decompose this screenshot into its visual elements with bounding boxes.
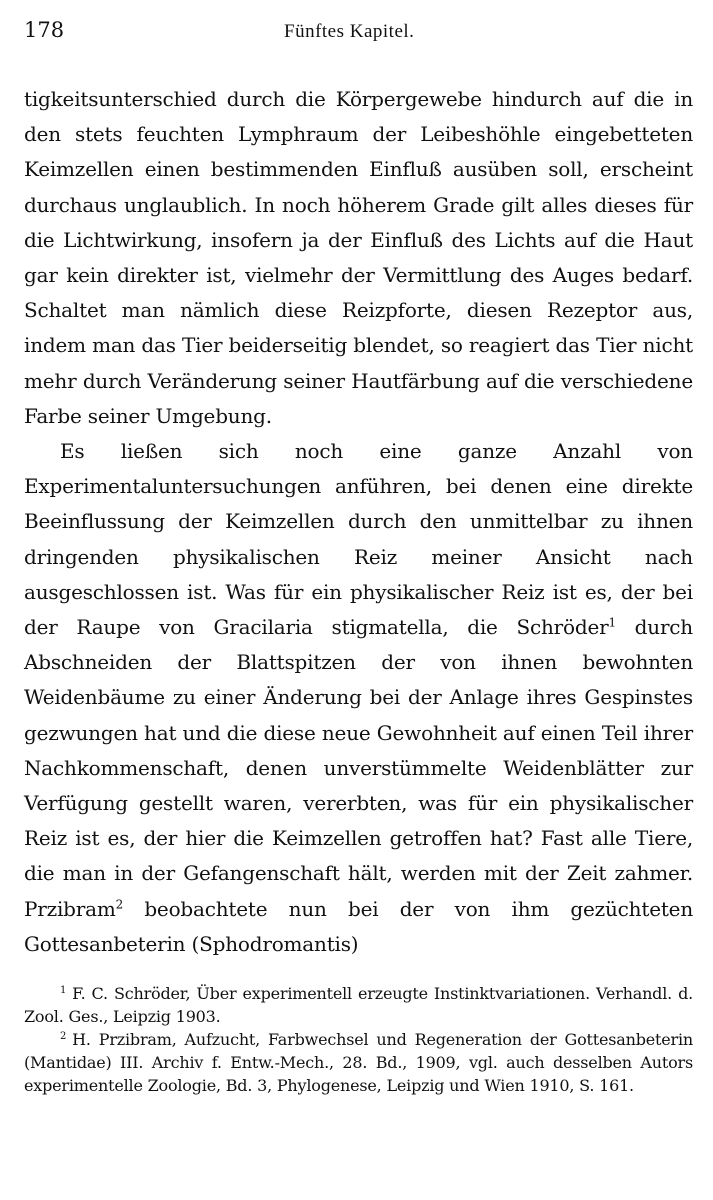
footnote-1	[24, 982, 693, 1028]
paragraph-2-part-c: beobachtete nun bei der von ihm gezüchteten Gottesanbeterin (Sphodromantis)	[24, 896, 693, 956]
footnote-reference-1: 1	[608, 615, 616, 630]
footnote-1-text: F. C. Schröder, Über experimentell erzeugte Instinktvariationen. Verhandl. d. Zool. Ges., Leipzig 1903.	[24, 984, 693, 1027]
running-head: Fünftes Kapitel.	[284, 21, 415, 42]
paragraph-1: tigkeitsunterschied durch die Körpergewebe hindurch auf die in den stets feuchten Lymphraum der Leibeshöhle eingebetteten Keimzellen einen bestimmenden Einfluß ausüben soll, erscheint durchaus unglaublich. In noch höherem Grade gilt alles dieses für die Lichtwirkung, insofern ja der Einfluß des Lichts auf die Haut gar kein direkter ist, vielmehr der Vermittlung des Auges bedarf. Schaltet man nämlich diese Reizpforte, diesen Rezeptor aus, indem man das Tier beiderseitig blendet, so reagiert das Tier nicht mehr durch Veränderung seiner Hautfärbung auf die verschiedene Farbe seiner Umgebung.	[24, 87, 693, 428]
footnote-1-mark: 1	[60, 984, 67, 996]
footnote-2-text: H. Przibram, Aufzucht, Farbwechsel und Regeneration der Gottesanbeterin (Mantidae) III. Archiv f. Entw.-Mech., 28. Bd., 1909, vgl. auch desselben Autors experimentelle Zoologie, Bd. 3, Phylogenese, Leipzig und Wien 1910, S. 161.	[24, 1030, 693, 1096]
footnotes	[24, 982, 693, 1097]
footnote-2	[24, 1028, 693, 1097]
page-header	[24, 18, 693, 54]
footnote-2-mark: 2	[60, 1030, 67, 1042]
paragraph-2-part-b: durch Abschneiden der Blattspitzen der von ihnen bewohnten Weidenbäume zu einer Änderung bei der Anlage ihres Gespinstes gezwungen hat und die diese neue Gewohnheit auf einen Teil ihrer Nachkommenschaft, denen unverstümmelte Weidenblätter zur Verfügung gestellt waren, vererbten, was für ein physikalischer Reiz ist es, der hier die Keimzellen getroffen hat? Fast alle Tiere, die man in der Gefangenschaft hält, werden mit der Zeit zahmer. Przibram	[24, 615, 693, 921]
footnote-reference-2: 2	[115, 897, 124, 912]
page-number: 178	[24, 18, 65, 42]
paragraph-2	[24, 434, 693, 962]
body-text	[24, 82, 693, 962]
paragraph-2-part-a: Es ließen sich noch eine ganze Anzahl von Experimentaluntersuchungen anführen, bei denen eine direkte Beeinflussung der Keimzellen durch den unmittelbar zu ihnen dringenden physikalischen Reiz meiner Ansicht nach ausgeschlossen ist. Was für ein physikalischer Reiz ist es, der bei der Raupe von Gracilaria stigmatella, die Schröder	[24, 439, 693, 640]
